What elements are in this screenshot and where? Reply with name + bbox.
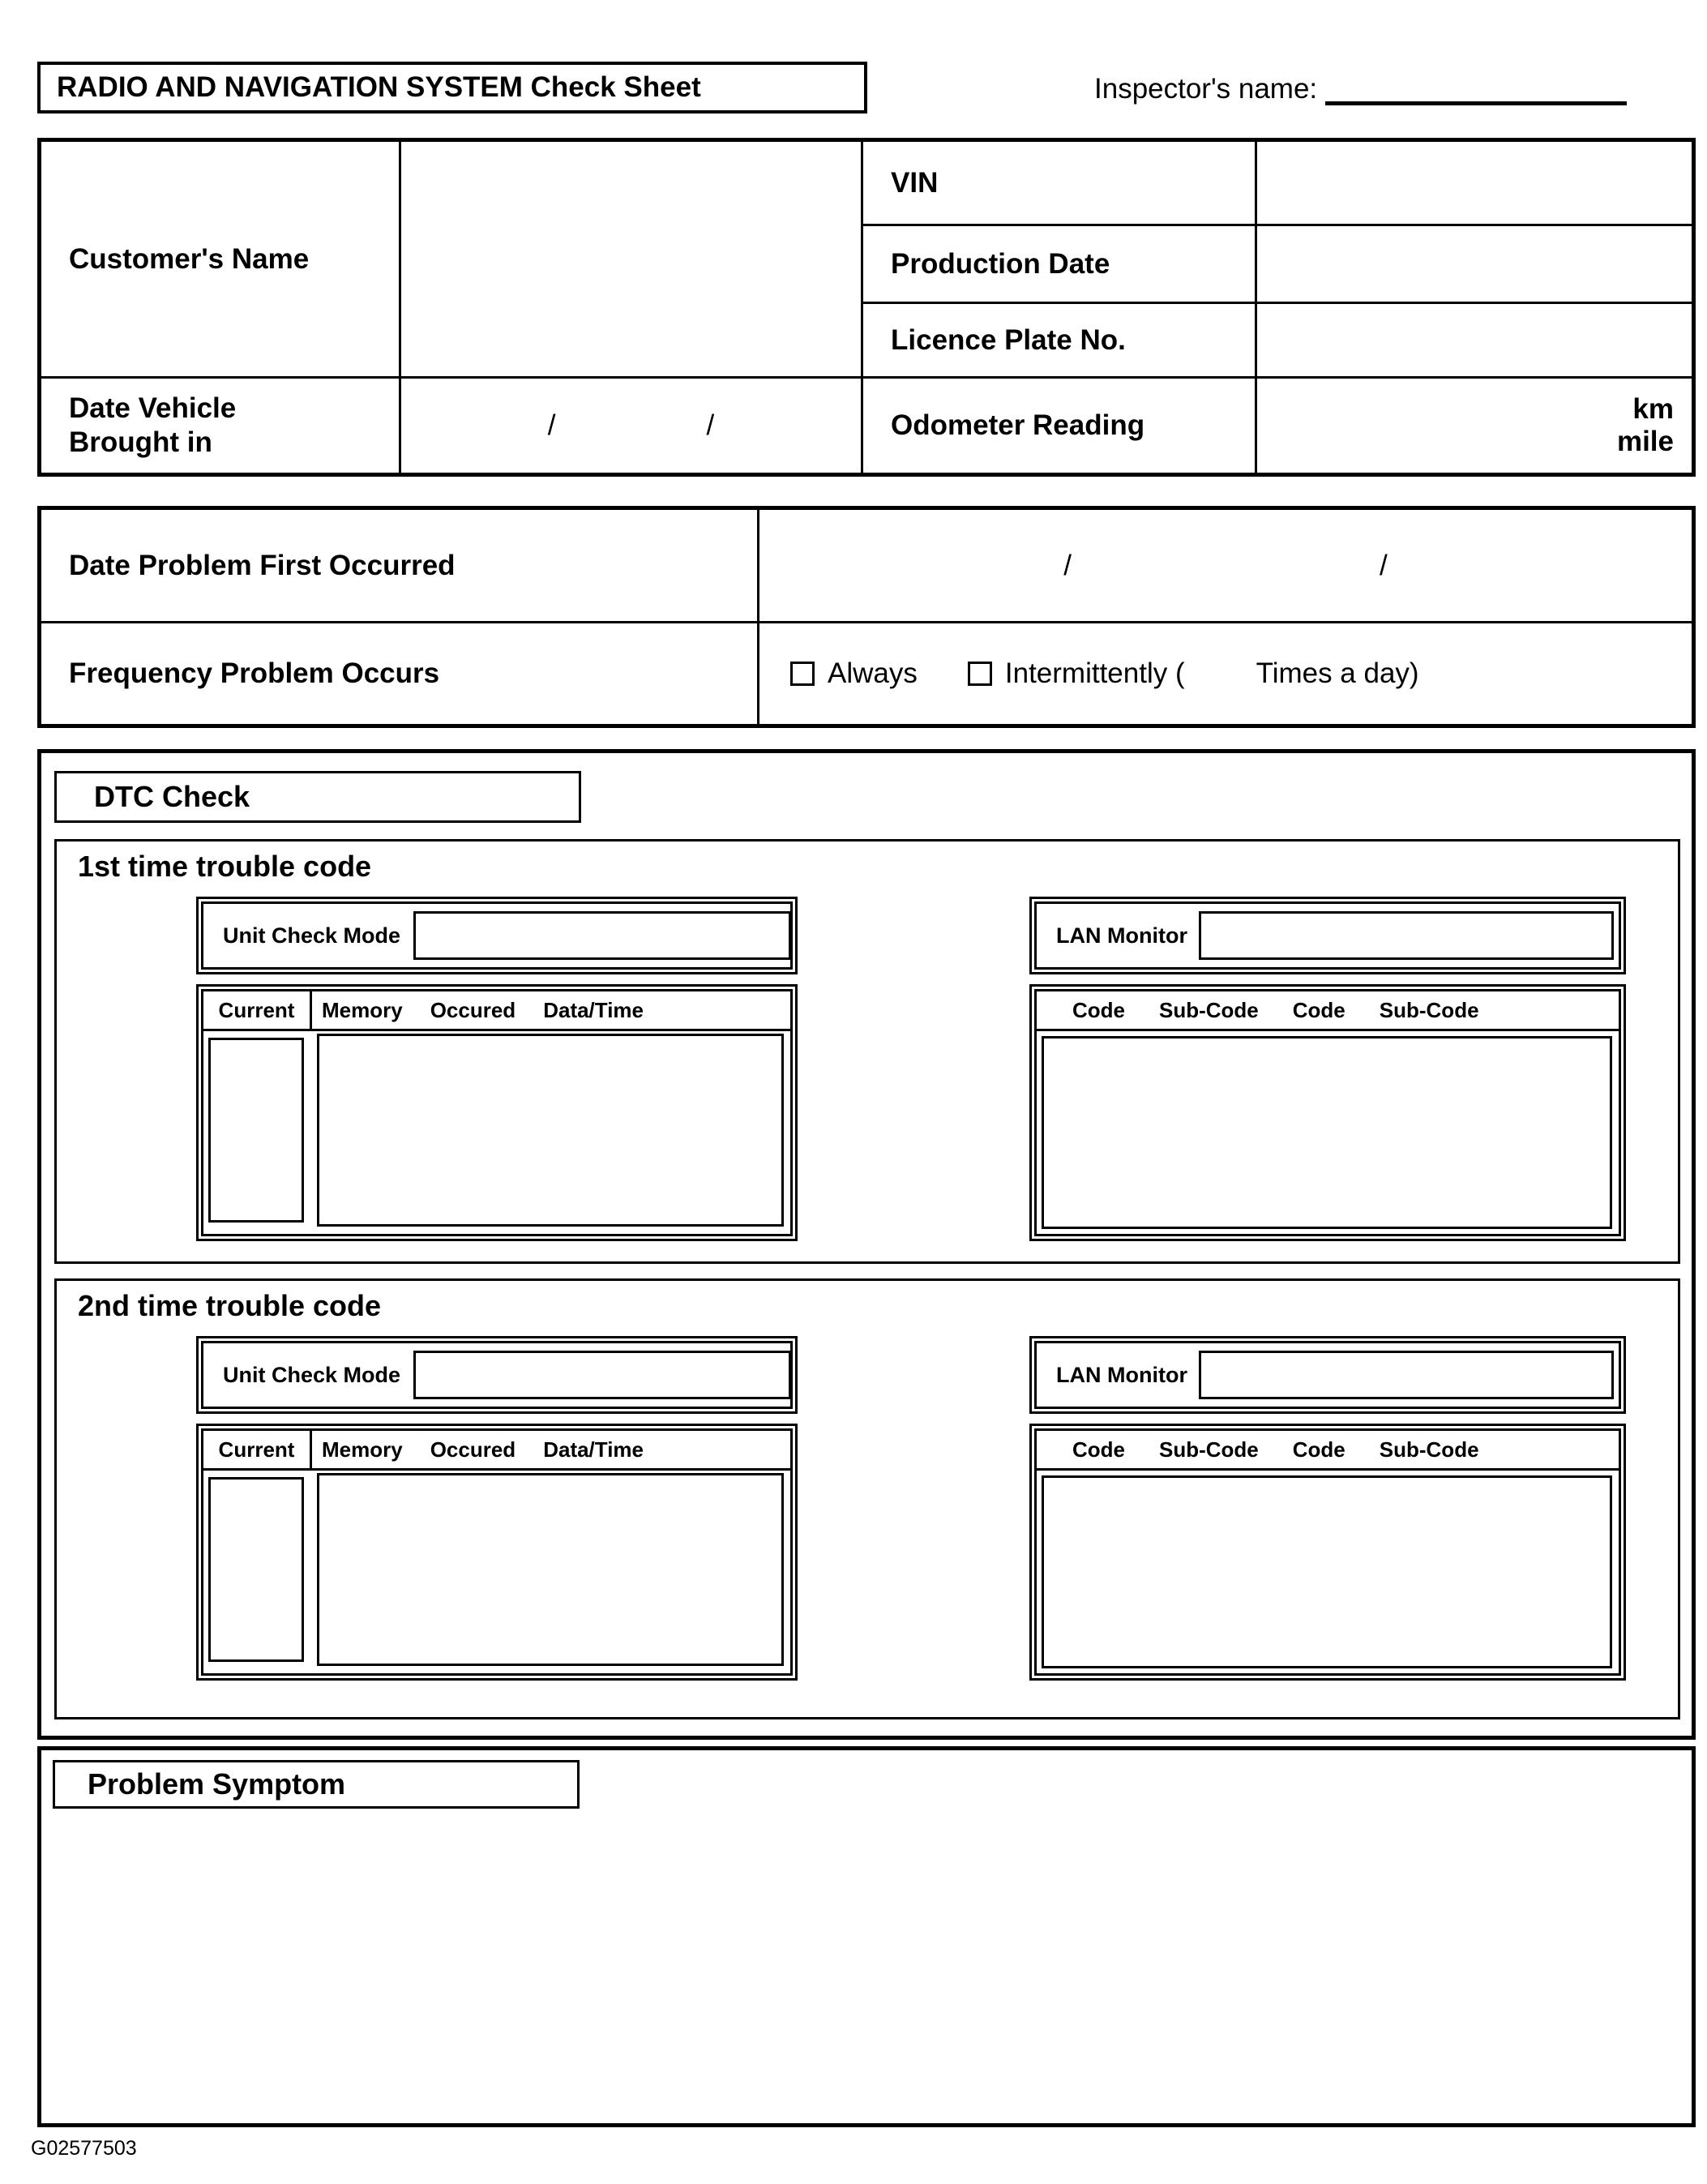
date-brought-field[interactable] xyxy=(401,379,863,473)
lan-monitor-field[interactable] xyxy=(1199,911,1614,960)
lan-code-table xyxy=(1029,984,1626,1241)
lan-code-header xyxy=(1037,991,1619,1031)
frequency-problem-occurs-label: Frequency Problem Occurs xyxy=(41,623,759,724)
licence-plate-field[interactable] xyxy=(1257,304,1692,379)
always-label: Always xyxy=(828,657,918,689)
unit-check-mode-label: Unit Check Mode xyxy=(223,1362,401,1387)
lan-code-table xyxy=(1029,1424,1626,1681)
lan-code-field[interactable] xyxy=(1042,1475,1612,1668)
dtc-block-title: 2nd time trouble code xyxy=(78,1289,382,1322)
memory-column-field[interactable] xyxy=(317,1473,784,1666)
current-column-field[interactable] xyxy=(208,1038,304,1223)
date-brought-label-line2: Brought in xyxy=(69,426,212,458)
occured-header: Occured xyxy=(430,997,516,1022)
date-slash: / xyxy=(1380,549,1388,581)
date-problem-first-occurred-field[interactable] xyxy=(759,510,1692,623)
times-a-day-label: Times a day) xyxy=(1256,657,1419,689)
date-slash: / xyxy=(1063,549,1072,581)
memory-header: Memory xyxy=(322,1437,403,1462)
dtc-check-section xyxy=(37,749,1696,1740)
lan-code-field[interactable] xyxy=(1042,1036,1612,1229)
frequency-options xyxy=(759,623,1692,724)
date-slash: / xyxy=(706,409,715,441)
lan-monitor-box xyxy=(1029,1336,1626,1414)
unit-check-mode-box xyxy=(196,1336,798,1414)
vin-label: VIN xyxy=(863,142,1257,226)
code-header: Code xyxy=(1072,1437,1125,1462)
memory-column-field[interactable] xyxy=(317,1034,784,1227)
production-date-field[interactable] xyxy=(1257,226,1692,304)
odometer-label: Odometer Reading xyxy=(863,379,1257,473)
occured-header: Occured xyxy=(430,1437,516,1462)
mile-unit-label: mile xyxy=(1616,426,1674,457)
lan-monitor-field[interactable] xyxy=(1199,1351,1614,1399)
customer-info-table xyxy=(37,138,1696,477)
sub-code-header: Sub-Code xyxy=(1379,1437,1479,1462)
inspector-name-field[interactable] xyxy=(1325,75,1627,105)
date-slash: / xyxy=(547,409,556,441)
lan-code-header xyxy=(1037,1431,1619,1471)
current-column-field[interactable] xyxy=(208,1477,304,1662)
lan-monitor-label: LAN Monitor xyxy=(1056,923,1187,948)
inspector-name-label: Inspector's name: xyxy=(1094,73,1318,105)
unit-check-mode-field[interactable] xyxy=(413,1351,791,1399)
figure-id: G02577503 xyxy=(31,2137,137,2160)
vin-field[interactable] xyxy=(1257,142,1692,226)
dtc-block-title: 1st time trouble code xyxy=(78,850,372,883)
dtc-block-1st-time xyxy=(54,839,1680,1264)
sub-code-header: Sub-Code xyxy=(1159,997,1259,1022)
problem-symptom-section xyxy=(37,1746,1696,2127)
unit-check-mode-box xyxy=(196,897,798,974)
customer-name-field[interactable] xyxy=(401,142,863,379)
trouble-code-body xyxy=(203,1471,790,1673)
unit-check-group xyxy=(196,1336,798,1681)
dtc-block-2nd-time xyxy=(54,1278,1680,1719)
code-header: Code xyxy=(1292,997,1345,1022)
dtc-check-title: DTC Check xyxy=(54,771,581,823)
problem-symptom-field[interactable] xyxy=(45,1818,1688,2120)
km-unit-label: km xyxy=(1632,392,1674,425)
trouble-code-body xyxy=(203,1031,790,1234)
data-time-header: Data/Time xyxy=(543,997,644,1022)
code-header: Code xyxy=(1072,997,1125,1022)
form-title: RADIO AND NAVIGATION SYSTEM Check Sheet xyxy=(37,62,867,113)
inspector-name-row xyxy=(1094,73,1627,105)
trouble-code-header xyxy=(203,1431,790,1471)
trouble-code-header xyxy=(203,991,790,1031)
always-checkbox[interactable] xyxy=(790,662,815,686)
problem-symptom-title: Problem Symptom xyxy=(53,1760,580,1809)
unit-check-group xyxy=(196,897,798,1241)
unit-check-mode-label: Unit Check Mode xyxy=(223,923,401,948)
trouble-code-table xyxy=(196,984,798,1241)
lan-monitor-group xyxy=(1029,1336,1626,1681)
intermittently-label: Intermittently ( xyxy=(1004,657,1185,689)
date-problem-first-occurred-label: Date Problem First Occurred xyxy=(41,510,759,623)
lan-code-body xyxy=(1037,1471,1619,1673)
production-date-label: Production Date xyxy=(863,226,1257,304)
date-brought-label-line1: Date Vehicle xyxy=(69,392,237,424)
data-time-header: Data/Time xyxy=(543,1437,644,1462)
lan-monitor-label: LAN Monitor xyxy=(1056,1362,1187,1387)
problem-occurrence-table xyxy=(37,506,1696,728)
date-brought-label xyxy=(41,379,401,473)
memory-header: Memory xyxy=(322,997,403,1022)
lan-monitor-box xyxy=(1029,897,1626,974)
current-header: Current xyxy=(203,991,312,1029)
lan-code-body xyxy=(1037,1031,1619,1234)
intermittently-checkbox[interactable] xyxy=(968,662,992,686)
current-header: Current xyxy=(203,1431,312,1468)
unit-check-mode-field[interactable] xyxy=(413,911,791,960)
code-header: Code xyxy=(1292,1437,1345,1462)
odometer-field[interactable] xyxy=(1257,379,1692,473)
customer-name-label: Customer's Name xyxy=(41,142,401,379)
sub-code-header: Sub-Code xyxy=(1379,997,1479,1022)
lan-monitor-group xyxy=(1029,897,1626,1241)
sub-code-header: Sub-Code xyxy=(1159,1437,1259,1462)
trouble-code-table xyxy=(196,1424,798,1681)
licence-plate-label: Licence Plate No. xyxy=(863,304,1257,379)
